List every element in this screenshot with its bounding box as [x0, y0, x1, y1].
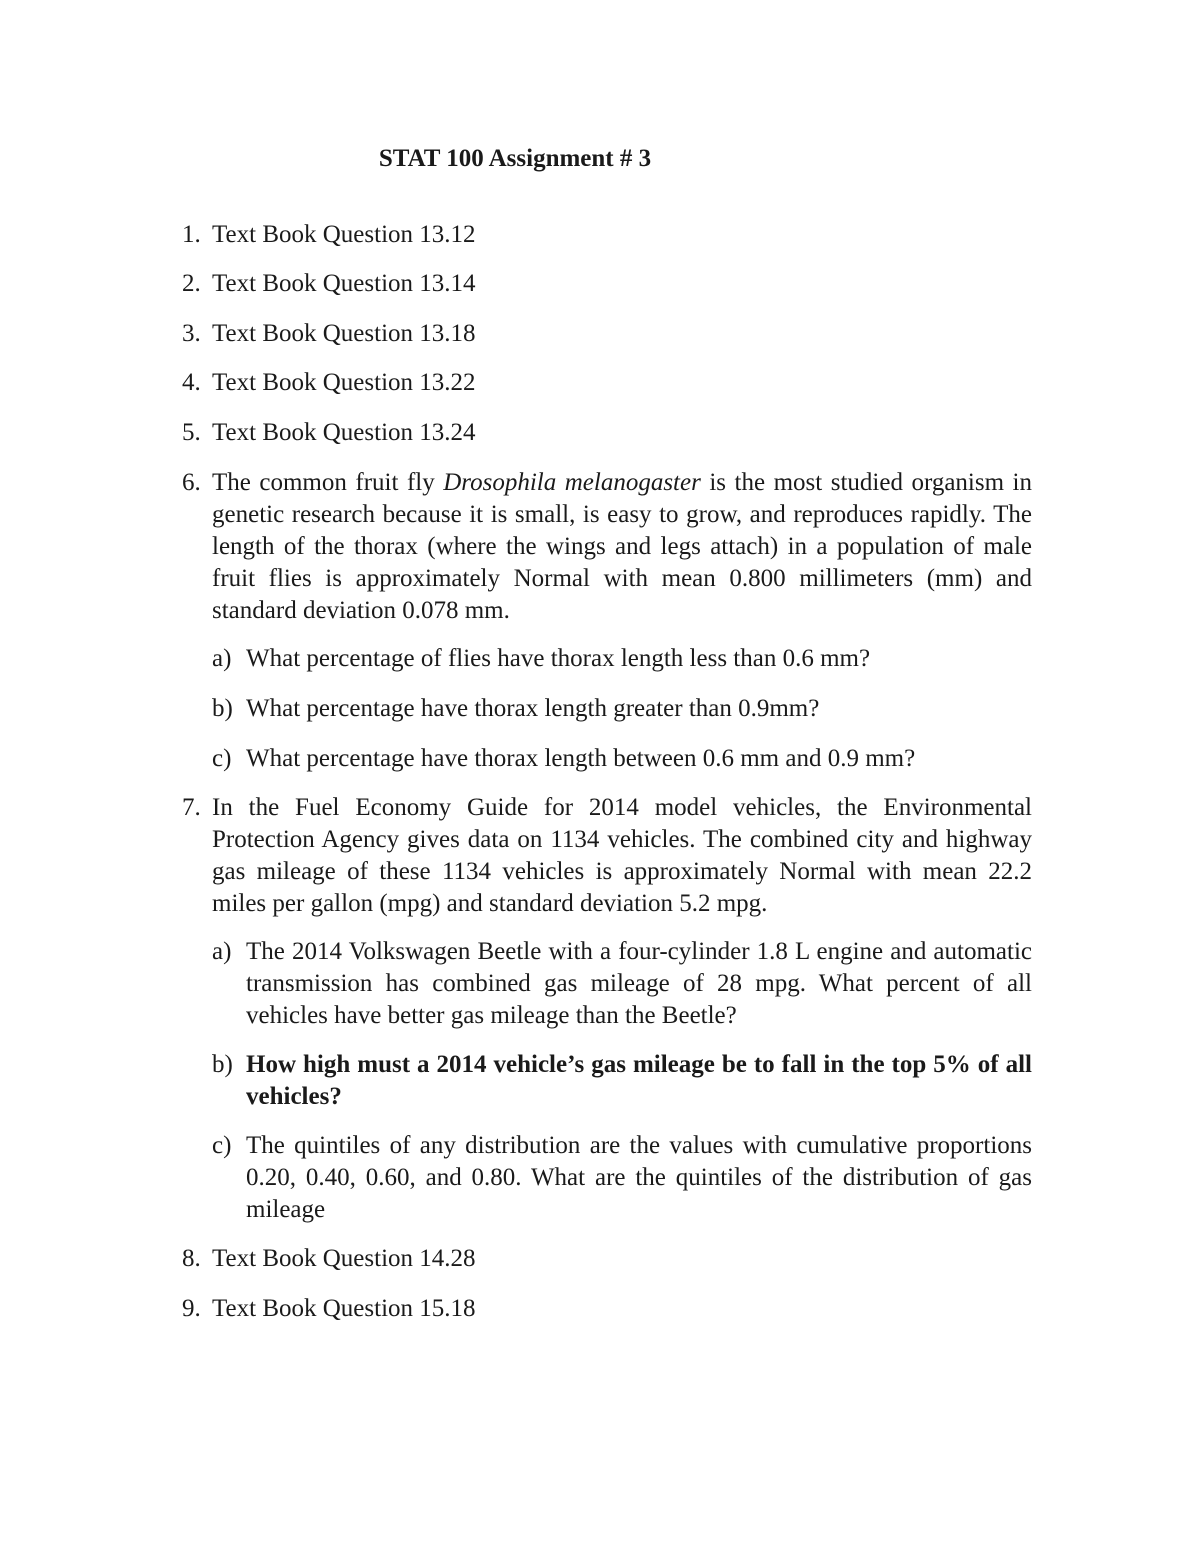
- part-letter: c): [212, 1132, 232, 1159]
- question-9: [182, 1293, 1032, 1325]
- part-text: What percentage have thorax length greater than 0.9mm?: [246, 695, 820, 722]
- question-number: 7.: [182, 794, 201, 821]
- part-text: How high must a 2014 vehicle’s gas mileage be to fall in the top 5% of all vehicles?: [246, 1051, 1032, 1110]
- question-text: [212, 467, 1032, 627]
- question-number: 6.: [182, 469, 201, 496]
- part-letter: a): [212, 938, 232, 965]
- question-5: [182, 417, 1032, 449]
- question-6-part-b: [212, 693, 1032, 725]
- question-2: [182, 268, 1032, 300]
- question-number: 4.: [182, 369, 201, 396]
- question-text: Text Book Question 13.14: [212, 270, 476, 297]
- question-6-part-a: [212, 643, 1032, 675]
- part-letter: b): [212, 695, 233, 722]
- question-number: 1.: [182, 221, 201, 248]
- question-7-part-b: [212, 1049, 1032, 1113]
- question-1: [182, 219, 1032, 251]
- question-number: 9.: [182, 1295, 201, 1322]
- question-text: In the Fuel Economy Guide for 2014 model vehicles, the Environmental Protection Agency gives data on 1134 vehicles. The combined city and highway gas mileage of these 1134 vehicles is approximately Normal with mean 22.2 miles per gallon (mpg) and standard deviation 5.2 mpg.: [212, 794, 1032, 917]
- question-text: Text Book Question 13.12: [212, 221, 476, 248]
- part-letter: c): [212, 745, 232, 772]
- part-text: The quintiles of any distribution are the values with cumulative proportions 0.20, 0.40, 0.60, and 0.80. What are the quintiles of the distribution of gas mileage: [246, 1132, 1032, 1223]
- question-text: Text Book Question 15.18: [212, 1295, 476, 1322]
- question-number: 3.: [182, 320, 201, 347]
- part-text: What percentage of flies have thorax length less than 0.6 mm?: [246, 645, 871, 672]
- part-text: The 2014 Volkswagen Beetle with a four-cylinder 1.8 L engine and automatic transmission has combined gas mileage of 28 mpg. What percent of all vehicles have better gas mileage than the Beetle?: [246, 938, 1032, 1029]
- question-7-part-a: [212, 936, 1032, 1032]
- part-text: What percentage have thorax length between 0.6 mm and 0.9 mm?: [246, 745, 916, 772]
- question-6: [182, 467, 1032, 627]
- question-4: [182, 367, 1032, 399]
- part-letter: b): [212, 1051, 233, 1078]
- question-7: [182, 792, 1032, 920]
- species-name: Drosophila melanogaster: [443, 469, 701, 496]
- question-text-pre: The common fruit fly: [212, 469, 444, 496]
- page-title-text: STAT 100 Assignment # 3: [378, 145, 652, 172]
- question-text: Text Book Question 13.24: [212, 419, 476, 446]
- question-text: Text Book Question 13.22: [212, 369, 476, 396]
- question-number: 2.: [182, 270, 201, 297]
- question-6-part-c: [212, 743, 1032, 775]
- question-text-post: is the most studied organism in genetic research because it is small, is easy to grow, and reproduces rapidly. The length of the thorax (where the wings and legs attach) in a population of male fruit flies is approximately Normal with mean 0.800 millimeters (mm) and standard deviation 0.078 mm.: [212, 469, 1033, 624]
- question-7-part-c: [212, 1130, 1032, 1226]
- question-8: [182, 1243, 1032, 1275]
- part-letter: a): [212, 645, 232, 672]
- question-text: Text Book Question 13.18: [212, 320, 476, 347]
- question-3: [182, 318, 1032, 350]
- question-number: 5.: [182, 419, 201, 446]
- question-number: 8.: [182, 1245, 201, 1272]
- page-title: [0, 142, 1030, 176]
- question-text: Text Book Question 14.28: [212, 1245, 476, 1272]
